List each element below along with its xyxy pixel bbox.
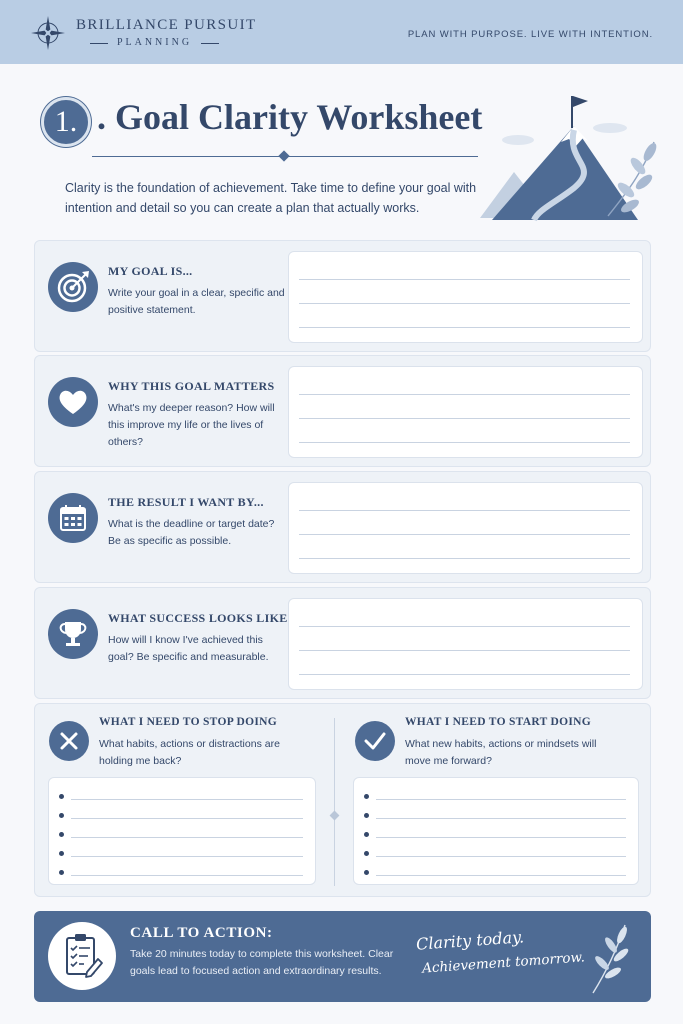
header-bar (0, 0, 683, 64)
success-writing-area[interactable] (288, 598, 643, 690)
section-description: What's my deeper reason? How will this improve my life or the lives of others? (108, 402, 275, 448)
why-writing-area[interactable] (288, 366, 643, 458)
section-description: Write your goal in a clear, specific and positive statement. (108, 287, 285, 316)
list-item (364, 793, 626, 803)
list-item (59, 793, 303, 803)
list-item (59, 812, 303, 822)
page-title: . Goal Clarity Worksheet (97, 97, 483, 137)
mountain-flag-illustration (478, 92, 668, 226)
stop-start-section (34, 703, 651, 897)
writing-line (376, 818, 626, 819)
writing-line (376, 875, 626, 876)
writing-line (299, 674, 630, 675)
list-item (59, 850, 303, 860)
writing-line (299, 418, 630, 419)
writing-line (299, 279, 630, 280)
intro-paragraph: Clarity is the foundation of achievement. Take time to define your goal with intention and detail so you can create a plan that actually works. (65, 181, 477, 215)
list-item (364, 850, 626, 860)
section-title: WHAT SUCCESS LOOKS LIKE (108, 611, 288, 625)
writing-line (299, 534, 630, 535)
bullet-dot (59, 870, 64, 875)
writing-line (299, 650, 630, 651)
list-item (364, 812, 626, 822)
bullet-dot (59, 813, 64, 818)
column-divider-diamond (330, 811, 340, 821)
list-item (59, 869, 303, 879)
stop-doing-title: WHAT I NEED TO STOP DOING (99, 716, 278, 728)
start-doing-title: WHAT I NEED TO START DOING (405, 716, 592, 728)
heart-icon (48, 377, 98, 427)
leaf-sprig-icon (585, 919, 637, 997)
writing-line (299, 303, 630, 304)
writing-line (299, 327, 630, 328)
writing-line (299, 626, 630, 627)
goal-writing-area[interactable] (288, 251, 643, 343)
heart-icon-badge (48, 377, 98, 427)
writing-line (299, 442, 630, 443)
section-description: How will I know I've achieved this goal? Be specific and measurable. (108, 634, 269, 663)
writing-line (376, 799, 626, 800)
x-mark-icon (49, 721, 89, 761)
section-card-result-by (34, 471, 651, 583)
bullet-dot (364, 832, 369, 837)
check-mark-icon (355, 721, 395, 761)
start-doing-list[interactable] (353, 777, 639, 885)
script-line-1: Clarity today. (415, 927, 525, 954)
writing-line (299, 510, 630, 511)
compass-star-icon (30, 15, 66, 51)
x-mark-icon-badge (49, 721, 89, 761)
worksheet-number-badge: 1. (41, 97, 91, 147)
bullet-dot (59, 851, 64, 856)
column-divider (334, 718, 335, 886)
start-doing-description: What new habits, actions or mindsets will move me forward? (405, 738, 597, 767)
trophy-icon (48, 609, 98, 659)
writing-line (71, 856, 303, 857)
clipboard-icon-badge (48, 922, 116, 990)
bullet-dot (364, 813, 369, 818)
cta-title: CALL TO ACTION: (130, 925, 273, 941)
writing-line (71, 875, 303, 876)
list-item (364, 831, 626, 841)
bullet-dot (364, 870, 369, 875)
script-line-2: Achievement tomorrow. (421, 949, 586, 977)
section-title: WHY THIS GOAL MATTERS (108, 379, 275, 393)
bullet-dot (59, 832, 64, 837)
target-icon-badge (48, 262, 98, 312)
stop-doing-list[interactable] (48, 777, 316, 885)
section-card-my-goal (34, 240, 651, 352)
bullet-dot (59, 794, 64, 799)
writing-line (376, 837, 626, 838)
brand-subtitle: PLANNING (92, 37, 217, 48)
call-to-action-banner (34, 911, 651, 1002)
writing-line (299, 394, 630, 395)
check-mark-icon-badge (355, 721, 395, 761)
cta-text: Take 20 minutes today to complete this worksheet. Clear goals lead to focused action and extraordinary results. (130, 948, 394, 977)
bullet-dot (364, 794, 369, 799)
list-item (59, 831, 303, 841)
result-writing-area[interactable] (288, 482, 643, 574)
writing-line (71, 818, 303, 819)
calendar-icon (48, 493, 98, 543)
brand-name: BRILLIANCE PURSUIT (76, 17, 257, 33)
section-description: What is the deadline or target date? Be as specific as possible. (108, 518, 275, 547)
calendar-icon-badge (48, 493, 98, 543)
list-item (364, 869, 626, 879)
section-title: THE RESULT I WANT BY... (108, 495, 264, 509)
brand-tagline: PLAN WITH PURPOSE. LIVE WITH INTENTION. (407, 29, 653, 40)
writing-line (71, 799, 303, 800)
target-icon (48, 262, 98, 312)
trophy-icon-badge (48, 609, 98, 659)
clipboard-checklist-icon (48, 922, 116, 990)
stop-doing-description: What habits, actions or distractions are holding me back? (99, 738, 280, 767)
title-divider-diamond (278, 150, 289, 161)
section-card-why-matters (34, 355, 651, 467)
writing-line (299, 558, 630, 559)
section-title: MY GOAL IS... (108, 264, 193, 278)
section-card-success (34, 587, 651, 699)
writing-line (376, 856, 626, 857)
writing-line (71, 837, 303, 838)
bullet-dot (364, 851, 369, 856)
